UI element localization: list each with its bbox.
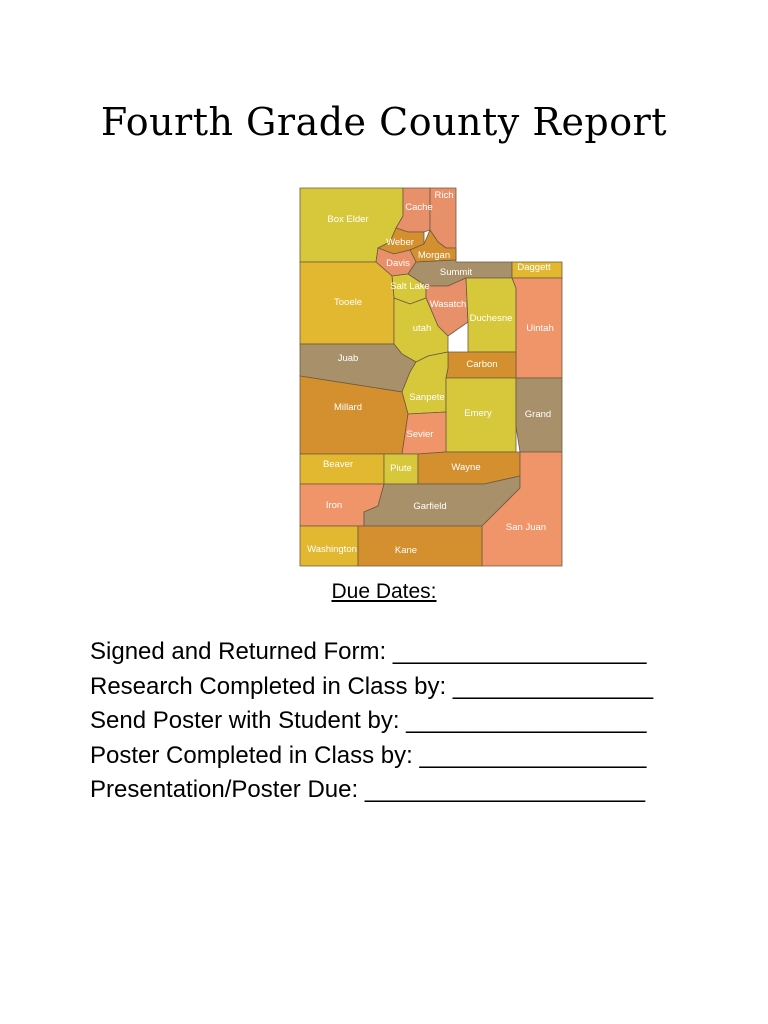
county-label: Grand [524, 409, 552, 420]
county-label: Davis [386, 258, 410, 269]
county-label: Piute [390, 463, 412, 474]
county-label: Sevier [406, 429, 434, 440]
county-label: Garfield [413, 501, 447, 512]
county-label: Wayne [451, 462, 481, 473]
due-item-poster-completed: Poster Completed in Class by: _________________ [90, 741, 647, 769]
county-label: Juab [337, 353, 359, 364]
due-dates-list [90, 635, 730, 808]
county-label: Washington [307, 544, 357, 555]
due-item-send-poster: Send Poster with Student by: __________________ [90, 707, 647, 734]
county-label: Box Elder [327, 214, 369, 225]
county-label: Iron [325, 500, 343, 511]
due-item-research-completed: Research Completed in Class by: _______________ [90, 672, 654, 700]
county-label: Kane [394, 545, 418, 556]
county-label: Tooele [334, 297, 362, 308]
county-label: Beaver [322, 459, 354, 470]
county-label: Sanpete [409, 392, 445, 403]
page-title: Fourth Grade County Report [100, 100, 668, 144]
county-label: utah [412, 323, 432, 334]
county-label: Cache [405, 202, 433, 213]
county-label: Millard [334, 402, 362, 413]
county-label: Salt Lake [390, 281, 430, 292]
county-label: San Juan [505, 522, 547, 533]
county-label: Morgan [417, 250, 451, 261]
due-item-signed-form: Signed and Returned Form: ___________________ [90, 638, 647, 665]
county-label: Carbon [466, 359, 498, 370]
county-label: Summit [439, 267, 473, 278]
due-item-presentation-due: Presentation/Poster Due: _____________________ [90, 776, 646, 803]
county-label: Daggett [517, 262, 551, 273]
county-label: Weber [386, 237, 414, 248]
county-label: Rich [434, 190, 454, 201]
due-dates-heading: Due Dates: [331, 580, 437, 603]
county-label: Uintah [526, 323, 554, 334]
county-label: Emery [464, 408, 492, 419]
utah-county-map [298, 186, 564, 569]
county-label: Duchesne [469, 313, 513, 324]
county-kane [358, 526, 482, 566]
county-label: Wasatch [429, 299, 467, 310]
